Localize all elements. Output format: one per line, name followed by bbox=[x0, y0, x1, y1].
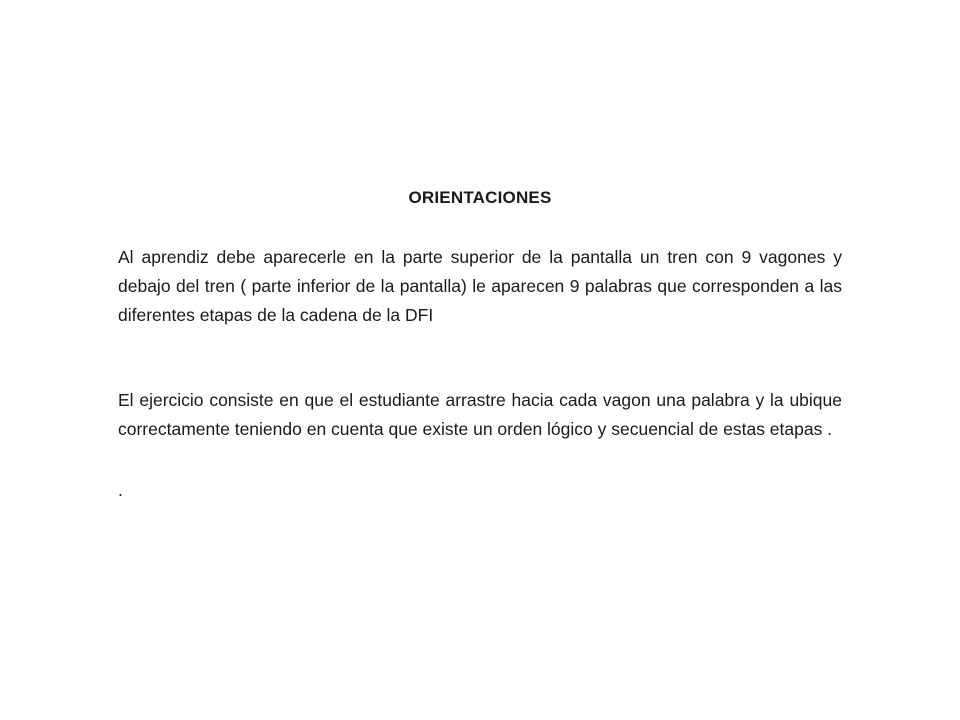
slide-title: ORIENTACIONES bbox=[408, 188, 552, 207]
instructions-paragraph-1: Al aprendiz debe aparecerle en la parte superior de la pantalla un tren con 9 vagones y debajo del tren ( parte inferior de la pantalla) le aparecen 9 palabras que corresponden a las diferentes etapas de la cadena de la DFI bbox=[118, 247, 842, 326]
instructions-paragraph-2: El ejercicio consiste en que el estudiante arrastre hacia cada vagon una palabra y la ubique correctamente teniendo en cuenta que existe un orden lógico y secuencial de estas etapas . bbox=[118, 390, 842, 440]
trailing-period: . bbox=[118, 480, 123, 500]
